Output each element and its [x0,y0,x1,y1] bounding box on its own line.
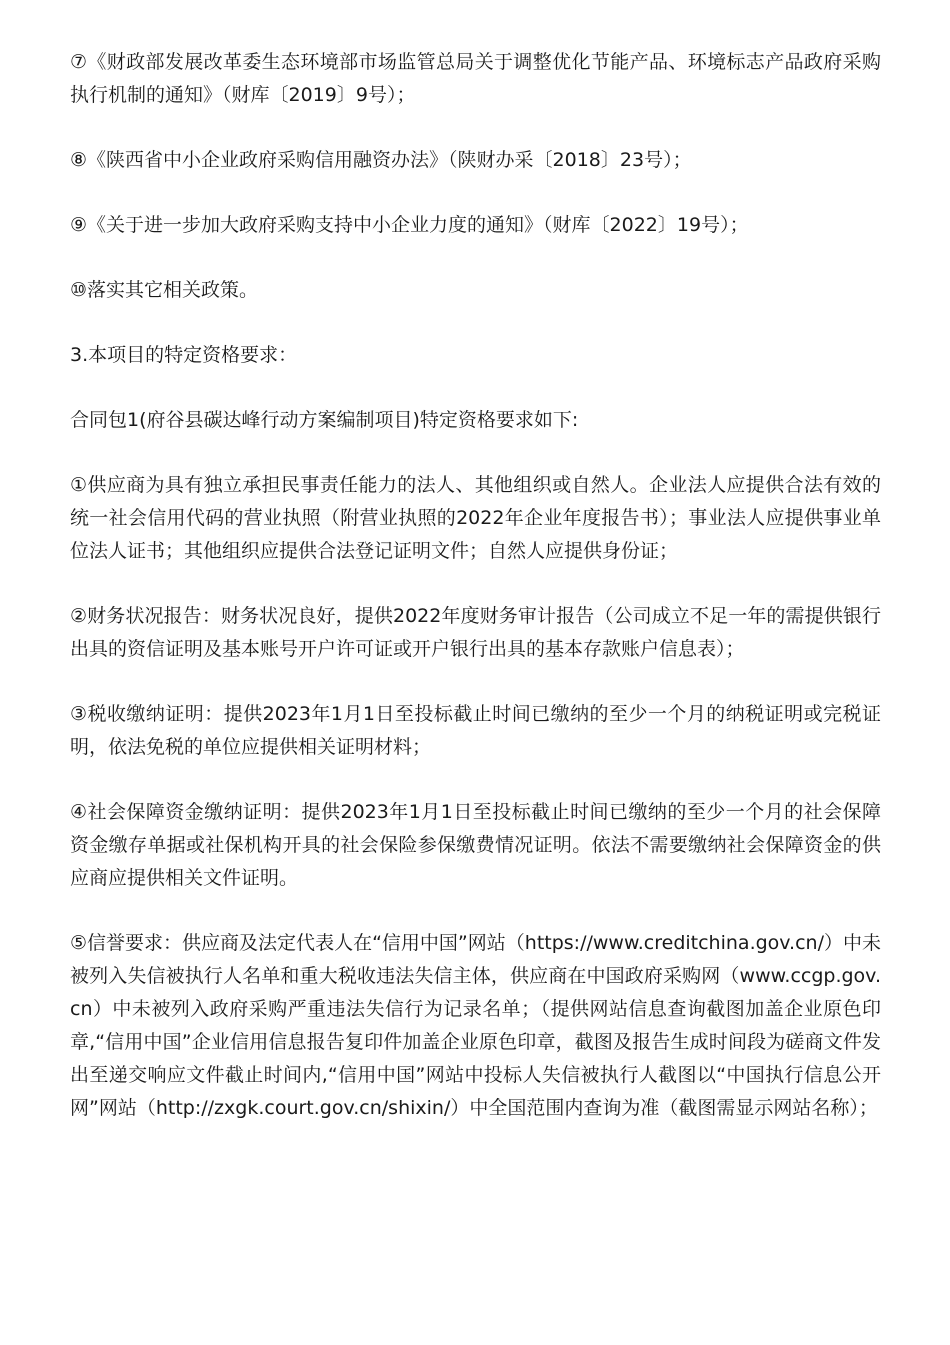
contract-package-1-intro: 合同包1(府谷县碳达峰行动方案编制项目)特定资格要求如下: [70,409,579,431]
requirement-3-tax-proof: ③税收缴纳证明：提供2023年1月1日至投标截止时间已缴纳的至少一个月的纳税证明或完税证明，依法免税的单位应提供相关证明材料； [70,703,881,758]
policy-item-9: ⑨《关于进一步加大政府采购支持中小企业力度的通知》（财库〔2022〕19号）； [70,214,749,236]
requirement-1-legal-entity: ①供应商为具有独立承担民事责任能力的法人、其他组织或自然人。企业法人应提供合法有效的统一社会信用代码的营业执照（附营业执照的2022年企业年度报告书）；事业法人应提供事业单位法人证书；其他组织应提供合法登记证明文件；自然人应提供身份证； [70,474,881,562]
requirement-5-credit: ⑤信誉要求：供应商及法定代表人在“信用中国”网站（https://www.creditchina.gov.cn/）中未被列入失信被执行人名单和重大税收违法失信主体，供应商在中国政府采购网（www.ccgp.gov.cn）中未被列入政府采购严重违法失信行为记录名单；（提供网站信息查询截图加盖企业原色印章,“信用中国”企业信用信息报告复印件加盖企业原色印章，截图及报告生成时间段为磋商文件发出至递交响应文件截止时间内,“信用中国”网站中投标人失信被执行人截图以“中国执行信息公开网”网站（http://zxgk.court.gov.cn/shixin/）中全国范围内查询为准（截图需显示网站名称）； [70,932,881,1119]
requirement-4-social-security: ④社会保障资金缴纳证明：提供2023年1月1日至投标截止时间已缴纳的至少一个月的社会保障资金缴存单据或社保机构开具的社会保险参保缴费情况证明。依法不需要缴纳社会保障资金的供应商应提供相关文件证明。 [70,801,881,889]
policy-item-8: ⑧《陕西省中小企业政府采购信用融资办法》（陕财办采〔2018〕23号）； [70,149,692,171]
policy-item-10: ⑩落实其它相关政策。 [70,279,259,301]
document-body [70,46,881,1157]
requirement-2-financial-report: ②财务状况报告：财务状况良好，提供2022年度财务审计报告（公司成立不足一年的需提供银行出具的资信证明及基本账号开户许可证或开户银行出具的基本存款账户信息表）； [70,605,881,660]
policy-item-7: ⑦《财政部发展改革委生态环境部市场监管总局关于调整优化节能产品、环境标志产品政府采购执行机制的通知》（财库〔2019〕9号）； [70,51,881,106]
section-heading-qualifications: 3.本项目的特定资格要求： [70,344,298,366]
